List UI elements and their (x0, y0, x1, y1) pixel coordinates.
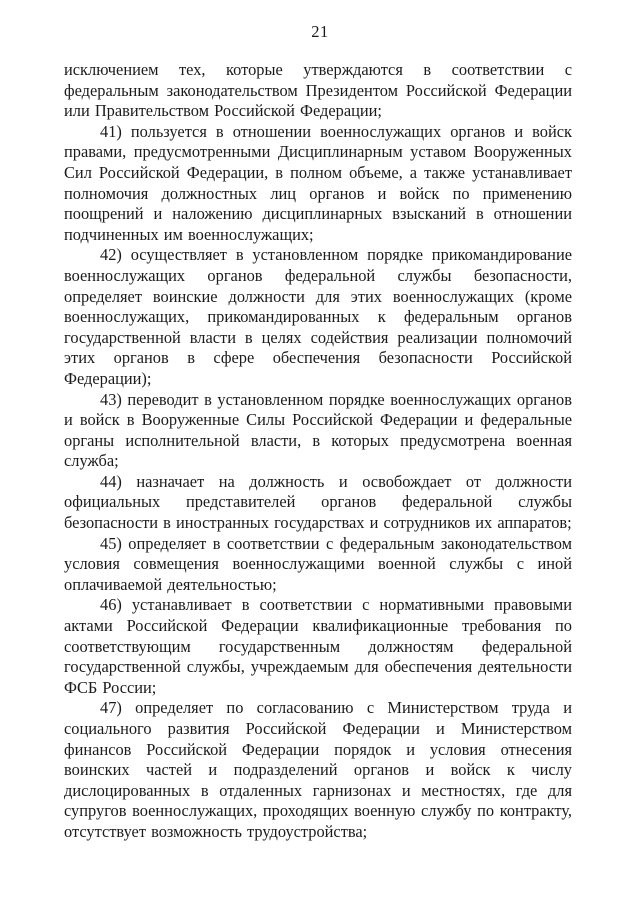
page-number: 21 (311, 22, 329, 41)
paragraph-item-42: 42) осуществляет в установленном порядке прикомандирование военнослужащих органов федеральной службы безопасности, определяет воинские должности для этих военнослужащих (кроме военнослужащих, прикомандированных к федеральным органов государственной власти в целях содействия реализации полномочий этих органов в сфере обеспечения безопасности Российской Федерации); (64, 245, 572, 388)
paragraph-item-41: 41) пользуется в отношении военнослужащих органов и войск правами, предусмотренными Дисциплинарным уставом Вооруженных Сил Российской Федерации, в полном объеме, а также устанавливает полномочия должностных лиц органов и войск по применению поощрений и наложению дисциплинарных взысканий в отношении подчиненных им военнослужащих; (64, 121, 572, 244)
document-body (64, 60, 572, 843)
paragraph-item-44: 44) назначает на должность и освобождает от должности официальных представителей органов федеральной службы безопасности в иностранных государствах и сотрудников их аппаратов; (64, 471, 572, 533)
paragraph-item-45: 45) определяет в соответствии с федеральным законодательством условия совмещения военнослужащими военной службы с иной оплачиваемой деятельностью; (64, 533, 572, 594)
paragraph-item-43: 43) переводит в установленном порядке военнослужащих органов и войск в Вооруженные Силы Российской Федерации и федеральные органы исполнительной власти, в которых предусмотрена военная служба; (64, 389, 572, 471)
paragraph-item-46: 46) устанавливает в соответствии с нормативными правовыми актами Российской Федерации квалификационные требования по соответствующим государственным должностям федеральной государственной службы, учреждаемым для обеспечения деятельности ФСБ России; (64, 595, 572, 697)
paragraph-item-47: 47) определяет по согласованию с Министерством труда и социального развития Российской Федерации и Министерством финансов Российской Федерации порядок и условия отнесения воинских частей и подразделений органов и войск к числу дислоцированных в отдаленных гарнизонах и местностях, где для супругов военнослужащих, проходящих военную службу по контракту, отсутствует возможность трудоустройства; (64, 698, 572, 841)
paragraph-continuation: исключением тех, которые утверждаются в соответствии с федеральным законодательством Президентом Российской Федерации или Правительством Российской Федерации; (64, 60, 572, 121)
